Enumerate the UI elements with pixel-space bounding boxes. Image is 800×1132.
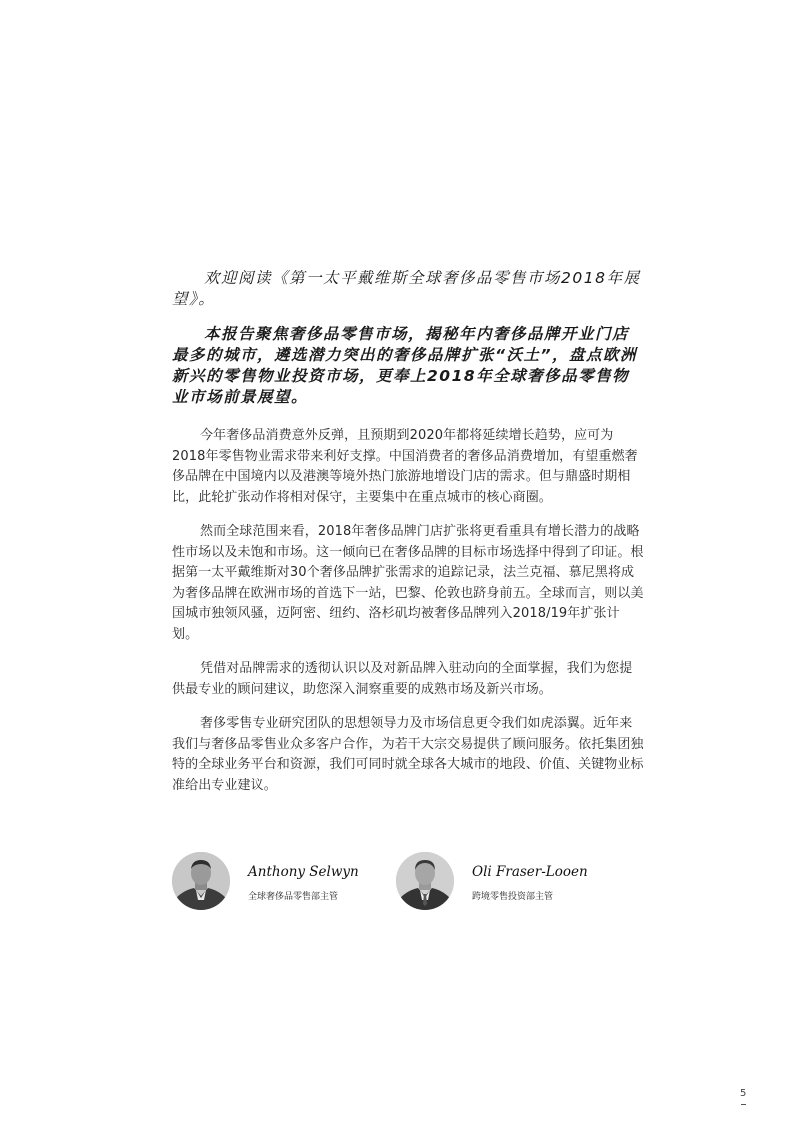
signatory-title: 全球奢侈品零售部主管	[248, 892, 339, 902]
intro-welcome: 欢迎阅读《第一太平戴维斯全球奢侈品零售市场2018年展望》。	[172, 269, 641, 308]
signatory-title: 跨境零售投资部主管	[472, 892, 554, 902]
portrait-icon	[396, 852, 454, 910]
body-paragraph-3: 凭借对品牌需求的透彻认识以及对新品牌入驻动向的全面掌握，我们为您提供最专业的顾问建议，助您深入洞察重要的成熟市场及新兴市场。	[172, 661, 633, 697]
avatar-photo	[172, 852, 230, 910]
intro-summary: 本报告聚焦奢侈品零售市场，揭秘年内奢侈品牌开业门店最多的城市，遴选潜力突出的奢侈品牌扩张“沃土”，盘点欧洲新兴的零售物业投资市场，更奉上2018年全球奢侈品零售物业市场前景展望。	[172, 325, 637, 406]
intro-section	[172, 268, 644, 424]
body-paragraph-1: 今年奢侈品消费意外反弹，且预期到2020年都将延续增长趋势，应可为2018年零售物业需求带来利好支撑。中国消费者的奢侈品消费增加，有望重燃奢侈品牌在中国境内以及港澳等境外热门旅游地增设门店的需求。但与鼎盛时期相比，此轮扩张动作将相对保守，主要集中在重点城市的核心商圈。	[172, 428, 638, 505]
body-paragraph-4: 奢侈零售专业研究团队的思想领导力及市场信息更令我们如虎添翼。近年来我们与奢侈品零售业众多客户合作，为若干大宗交易提供了顾问服务。依托集团独特的全球业务平台和资源，我们可同时就全球各大城市的地段、价值、关键物业标准给出专业建议。	[172, 716, 644, 793]
signatory-name: Oli Fraser-Looen	[472, 864, 588, 880]
page-number-underline	[741, 1104, 746, 1105]
body-paragraph-2: 然而全球范围来看，2018年奢侈品牌门店扩张将更看重具有增长潜力的战略性市场以及未饱和市场。这一倾向已在奢侈品牌的目标市场选择中得到了印证。根据第一太平戴维斯对30个奢侈品牌扩张需求的追踪记录，法兰克福、慕尼黑将成为奢侈品牌在欧洲市场的首选下一站，巴黎、伦敦也跻身前五。全球而言，则以美国城市独领风骚，迈阿密、纽约、洛杉矶均被奢侈品牌列入2018/19年扩张计划。	[172, 524, 644, 642]
portrait-icon	[172, 852, 230, 910]
body-text	[172, 426, 644, 810]
avatar-photo	[396, 852, 454, 910]
signatory-name: Anthony Selwyn	[248, 864, 359, 880]
signature-block	[172, 852, 644, 916]
page-number: 5	[740, 1088, 747, 1099]
